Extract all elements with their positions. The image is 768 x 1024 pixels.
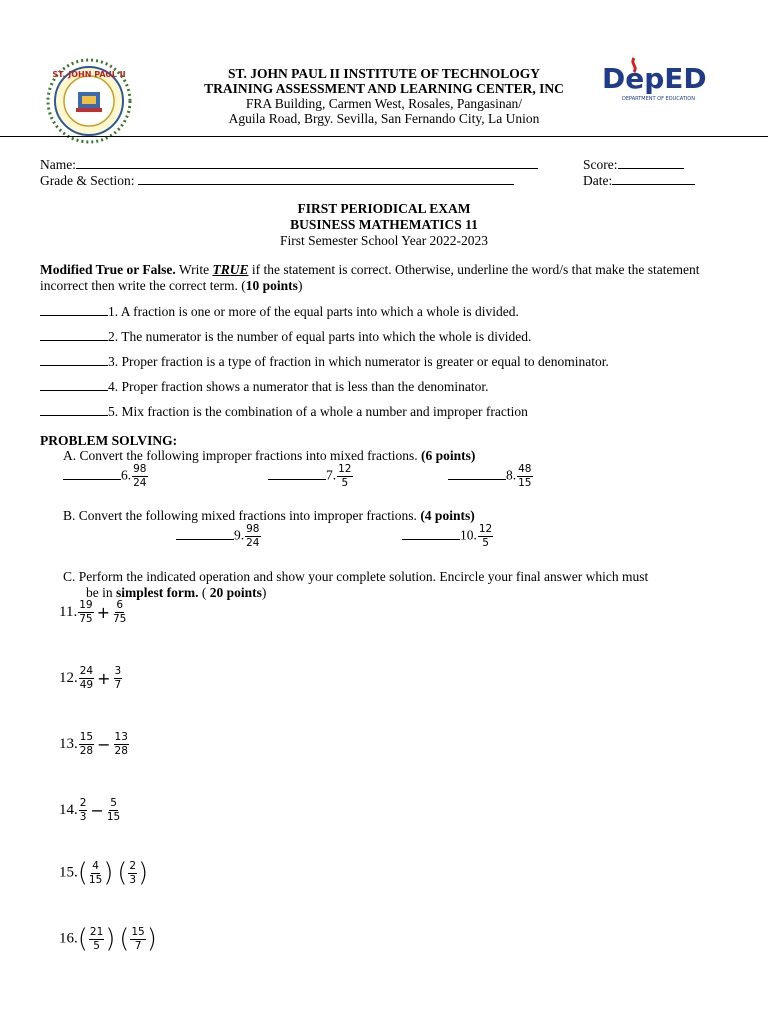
answer-blank[interactable] [40, 328, 108, 341]
c-text-a: be in [86, 585, 116, 600]
part1-text-a: Write [175, 262, 213, 277]
section-a-points: (6 points) [421, 448, 476, 463]
item-label: 6. [121, 467, 132, 483]
answer-blank[interactable] [40, 403, 108, 416]
fraction [337, 464, 352, 489]
c-simplest: simplest form. [116, 585, 199, 600]
denominator: 7 [134, 939, 142, 952]
denominator: 75 [79, 613, 93, 625]
c-text-c: ( [198, 585, 210, 600]
fraction [128, 861, 137, 886]
numerator: 21 [89, 925, 104, 938]
convert-item-8[interactable] [448, 464, 534, 489]
operation-item-13 [59, 732, 130, 757]
name-label: Name: [40, 157, 76, 172]
denominator: 15 [106, 811, 121, 823]
section-b-points: (4 points) [420, 508, 475, 523]
true-word: TRUE [212, 262, 249, 277]
numerator: 5 [110, 797, 117, 809]
part1-instruction [40, 262, 730, 294]
fraction [478, 524, 493, 549]
exam-subject: BUSINESS MATHEMATICS 11 [290, 217, 478, 232]
date-label: Date: [583, 173, 613, 188]
answer-blank[interactable] [176, 527, 234, 540]
denominator: 24 [133, 477, 147, 489]
operation-item-14 [59, 798, 121, 823]
numerator: 15 [131, 925, 145, 938]
fraction [113, 600, 126, 625]
section-c-instruction-2 [86, 585, 266, 601]
part1-text-c: ) [297, 278, 303, 293]
fraction [114, 732, 129, 757]
fraction [517, 464, 532, 489]
operator: − [97, 735, 111, 754]
numerator: 6 [116, 599, 124, 611]
fraction [79, 732, 94, 757]
part1-lead: Modified True or False. [40, 262, 176, 277]
right-paren: ) [146, 924, 157, 954]
left-paren: ( [77, 858, 88, 888]
operator: + [97, 669, 111, 688]
logo-right-text: DepED [602, 62, 707, 95]
denominator: 15 [88, 873, 103, 886]
numerator: 2 [129, 859, 137, 872]
numerator: 98 [133, 463, 147, 475]
fraction [78, 600, 93, 625]
denominator: 3 [129, 873, 137, 886]
tf-item-text: 3. Proper fraction is a type of fraction in which numerator is greater or equal to denominator. [108, 354, 609, 369]
denominator: 3 [79, 811, 87, 823]
name-blank[interactable] [76, 156, 538, 169]
grade-section-field[interactable] [40, 172, 514, 189]
denominator: 7 [114, 679, 122, 691]
denominator: 75 [112, 613, 127, 625]
part1-points: 10 points [245, 278, 298, 293]
answer-blank[interactable] [448, 467, 506, 480]
score-blank[interactable] [618, 156, 684, 169]
numerator: 12 [478, 523, 493, 535]
date-blank[interactable] [612, 172, 695, 185]
answer-blank[interactable] [40, 303, 108, 316]
answer-blank[interactable] [40, 378, 108, 391]
right-paren: ) [138, 858, 149, 888]
numerator: 98 [246, 523, 260, 535]
item-label: 7. [326, 467, 337, 483]
exam-term: First Semester School Year 2022-2023 [279, 233, 489, 248]
numerator: 4 [92, 859, 99, 872]
operator: + [96, 603, 110, 622]
item-label: 13. [59, 736, 78, 752]
c-points: 20 points [209, 585, 262, 600]
left-paren: ( [77, 924, 88, 954]
operator: − [90, 801, 104, 820]
section-a-instruction [63, 448, 475, 464]
left-paren: ( [119, 924, 130, 954]
answer-blank[interactable] [40, 353, 108, 366]
date-field[interactable] [583, 172, 695, 189]
numerator: 13 [114, 731, 128, 743]
item-label: 15. [59, 864, 78, 881]
exam-title: FIRST PERIODICAL EXAM [297, 201, 471, 216]
section-b-instruction [63, 508, 475, 524]
denominator: 5 [341, 477, 349, 489]
fraction [114, 666, 123, 691]
part1-text-b: if the statement is correct. Otherwise, underline the word/s that make the statement incorrect then write the correct term. ( [40, 262, 700, 293]
address-line-2: Aguila Road, Brgy. Sevilla, San Fernando City, La Union [228, 111, 540, 126]
right-paren: ) [103, 858, 114, 888]
operation-item-12 [59, 666, 123, 691]
address-line-1: FRA Building, Carmen West, Rosales, Pangasinan/ [245, 96, 523, 111]
header-divider [0, 136, 768, 137]
denominator: 24 [246, 537, 260, 549]
numerator: 24 [79, 665, 94, 677]
convert-item-6[interactable] [63, 464, 149, 489]
c-text-d: ) [261, 585, 267, 600]
fraction [79, 798, 88, 823]
item-label: 8. [506, 467, 517, 483]
fraction [132, 464, 147, 489]
score-label: Score: [583, 157, 618, 172]
left-paren: ( [117, 858, 128, 888]
section-b-text: B. Convert the following mixed fractions into improper fractions. [63, 508, 421, 523]
numerator: 19 [79, 599, 93, 611]
tf-item-text: 1. A fraction is one or more of the equal parts into which a whole is divided. [108, 304, 519, 319]
logo-right-subtext: DEPARTMENT OF EDUCATION [622, 96, 695, 102]
tf-item-text: 2. The numerator is the number of equal parts into which the whole is divided. [108, 329, 532, 344]
answer-blank[interactable] [268, 467, 326, 480]
section-a-text: A. Convert the following improper fractions into mixed fractions. [63, 448, 422, 463]
fraction [89, 861, 102, 886]
fraction [130, 927, 145, 952]
numerator: 2 [79, 797, 87, 809]
tf-item-1[interactable] [40, 303, 519, 320]
item-label: 10. [460, 527, 477, 543]
section-c-instruction-1: C. Perform the indicated operation and show your complete solution. Encircle your final answer which must [63, 569, 649, 584]
tf-item-text: 5. Mix fraction is the combination of a whole a number and improper fraction [108, 404, 528, 419]
item-label: 9. [234, 527, 245, 543]
denominator: 49 [79, 679, 94, 691]
denominator: 5 [482, 537, 489, 549]
denominator: 28 [114, 745, 128, 757]
item-label: 11. [59, 604, 78, 620]
tf-item-text: 4. Proper fraction shows a numerator that is less than the denominator. [108, 379, 489, 394]
grade-label: Grade & Section: [40, 173, 135, 188]
denominator: 5 [93, 939, 100, 952]
tf-item-3[interactable] [40, 353, 609, 370]
score-field[interactable] [583, 156, 684, 173]
problem-solving-heading: PROBLEM SOLVING: [40, 433, 178, 448]
convert-item-10[interactable] [402, 524, 494, 549]
item-label: 16. [59, 930, 78, 947]
convert-item-9[interactable] [176, 524, 262, 549]
denominator: 28 [79, 745, 94, 757]
operation-item-11 [59, 600, 127, 625]
fraction [79, 666, 94, 691]
logo-left-text: ST. JOHN PAUL II [52, 70, 126, 79]
tf-item-5[interactable] [40, 403, 528, 420]
numerator: 48 [518, 463, 532, 475]
answer-blank[interactable] [402, 527, 460, 540]
numerator: 3 [114, 665, 122, 677]
center-name: TRAINING ASSESSMENT AND LEARNING CENTER, INC [204, 81, 564, 96]
item-label: 14. [59, 802, 78, 818]
school-name: ST. JOHN PAUL II INSTITUTE OF TECHNOLOGY [228, 66, 540, 81]
name-field[interactable] [40, 156, 538, 173]
answer-blank[interactable] [63, 467, 121, 480]
fraction [89, 927, 104, 952]
numerator: 15 [79, 731, 94, 743]
right-paren: ) [105, 924, 116, 954]
tf-item-4[interactable] [40, 378, 489, 395]
denominator: 15 [518, 477, 532, 489]
convert-item-7[interactable] [268, 464, 354, 489]
tf-item-2[interactable] [40, 328, 531, 345]
item-label: 12. [59, 670, 78, 686]
operation-item-15 [59, 860, 148, 886]
grade-blank[interactable] [138, 172, 514, 185]
numerator: 12 [338, 463, 352, 475]
fraction [107, 798, 120, 823]
operation-item-16 [59, 926, 157, 952]
fraction [245, 524, 260, 549]
